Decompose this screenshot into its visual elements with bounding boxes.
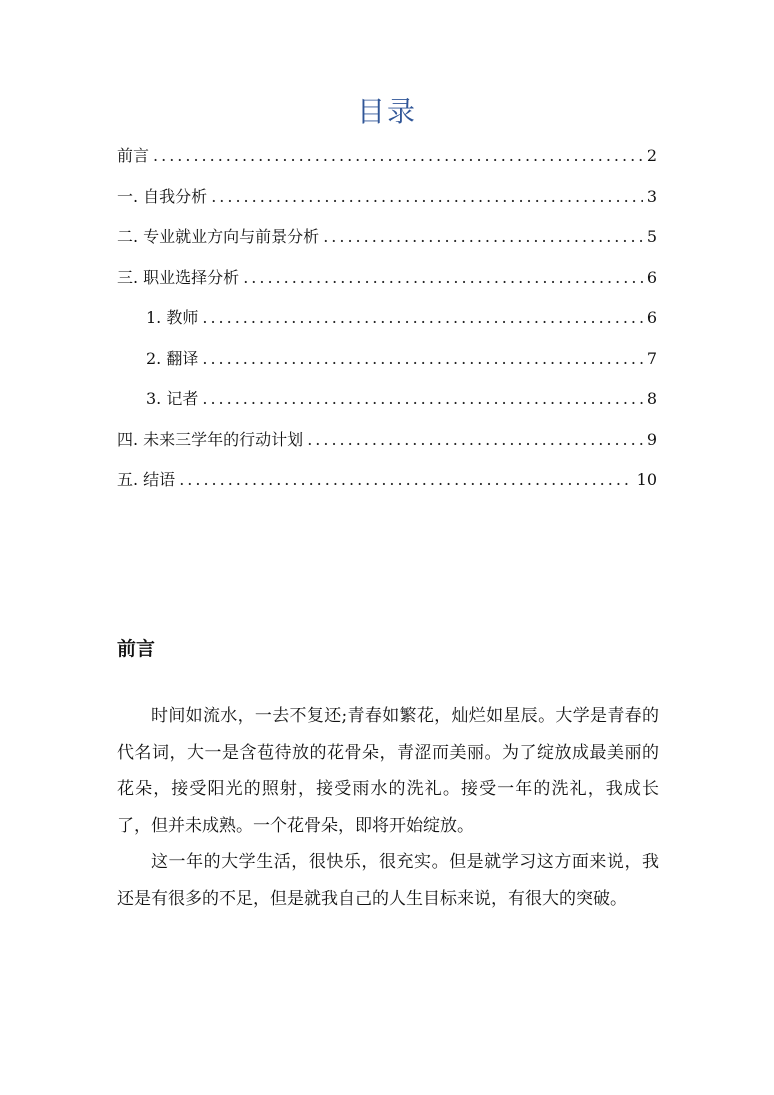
toc-dot-leader <box>202 304 642 332</box>
toc-entry-teacher[interactable] <box>117 304 657 345</box>
toc-dot-leader <box>323 223 643 251</box>
toc-entry-text: 前言 <box>117 146 150 165</box>
preface-body <box>117 698 659 917</box>
toc-entry-text: 2. 翻译 <box>146 348 199 368</box>
toc-entry-text: 五. 结语 <box>117 470 176 489</box>
toc-dot-leader <box>202 345 642 373</box>
toc-entry-action-plan[interactable] <box>117 426 657 467</box>
toc-entry-text: 一. 自我分析 <box>117 186 208 206</box>
toc-entry-self-analysis[interactable] <box>117 183 657 224</box>
toc-entry-text: 1. 教师 <box>146 308 199 327</box>
toc-entry-conclusion[interactable] <box>117 466 657 507</box>
toc-page-number: 3 <box>646 186 657 206</box>
toc-entry-career-choice[interactable] <box>117 264 657 305</box>
toc-dot-leader <box>243 264 643 292</box>
toc-entry-text: 三. 职业选择分析 <box>117 267 240 287</box>
toc-page-number: 8 <box>646 389 657 408</box>
section-heading-preface: 前言 <box>117 638 156 660</box>
toc-page-number: 5 <box>646 227 657 246</box>
toc-dot-leader <box>202 385 642 413</box>
toc-entry-career-prospects[interactable] <box>117 223 657 264</box>
toc-entry-translator[interactable] <box>117 345 657 386</box>
toc-page-number: 10 <box>636 470 657 489</box>
paragraph: 时间如流水，一去不复还;青春如繁花，灿烂如星辰。大学是青春的代名词，大一是含苞待放的花骨朵，青涩而美丽。为了绽放成最美丽的花朵，接受阳光的照射，接受雨水的洗礼。接受一年的洗礼，我成长了，但并未成熟。一个花骨朵，即将开始绽放。 <box>117 706 659 836</box>
toc-dot-leader <box>307 426 643 454</box>
toc-entry-text: 四. 未来三学年的行动计划 <box>117 429 304 449</box>
toc-page-number: 9 <box>646 429 657 449</box>
toc-page-number: 2 <box>646 146 657 165</box>
toc-page-number: 6 <box>646 308 657 327</box>
toc-page-number: 7 <box>646 348 657 368</box>
toc-page-number: 6 <box>646 267 657 287</box>
table-of-contents <box>117 142 657 507</box>
toc-entry-preface[interactable] <box>117 142 657 183</box>
toc-dot-leader <box>211 183 643 211</box>
toc-dot-leader <box>153 142 643 170</box>
toc-entry-journalist[interactable] <box>117 385 657 426</box>
toc-title: 目录 <box>356 95 417 128</box>
toc-dot-leader <box>179 466 632 494</box>
toc-entry-text: 二. 专业就业方向与前景分析 <box>117 227 320 246</box>
toc-entry-text: 3. 记者 <box>146 389 199 408</box>
paragraph: 这一年的大学生活，很快乐，很充实。但是就学习这方面来说，我还是有很多的不足，但是就我自己的人生目标来说，有很大的突破。 <box>117 852 659 909</box>
